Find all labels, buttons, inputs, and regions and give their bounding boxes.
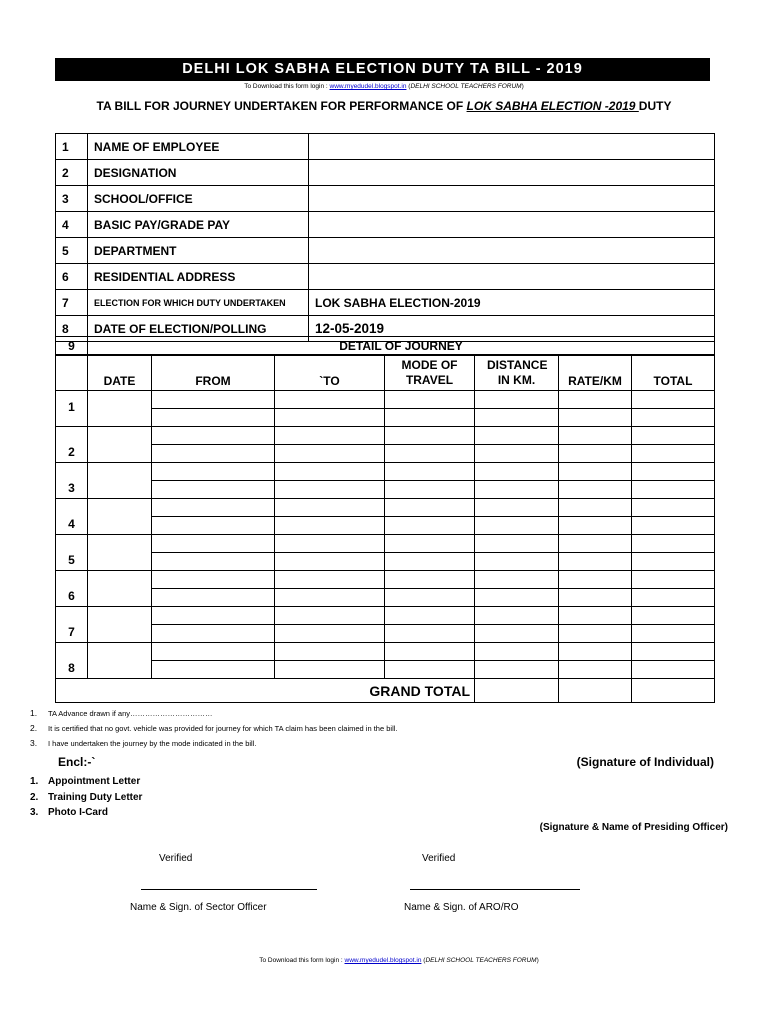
note-text: TA Advance drawn if any…………………………… <box>48 709 213 718</box>
field-number: 4 <box>56 212 88 238</box>
journey-row <box>56 553 715 571</box>
to-cell[interactable] <box>275 535 385 553</box>
rate-cell[interactable] <box>559 589 632 607</box>
rate-cell[interactable] <box>559 625 632 643</box>
mode-cell[interactable] <box>385 553 475 571</box>
journey-row-number: 3 <box>56 463 88 499</box>
grand-total-row <box>56 679 715 703</box>
grand-total-rate[interactable] <box>559 679 632 703</box>
journey-row <box>56 607 715 625</box>
download-note-bottom <box>0 957 768 964</box>
rate-cell[interactable] <box>559 661 632 679</box>
enclosure-item <box>30 774 142 790</box>
col-date-header: DATE <box>88 356 152 391</box>
distance-cell[interactable] <box>475 661 559 679</box>
total-cell[interactable] <box>632 661 715 679</box>
journey-row <box>56 661 715 679</box>
col-rate-header: RATE/KM <box>559 356 632 391</box>
rate-cell[interactable] <box>559 517 632 535</box>
enclosure-number: 1. <box>30 776 39 787</box>
distance-cell[interactable] <box>475 553 559 571</box>
form-subtitle <box>0 99 768 113</box>
from-cell[interactable] <box>152 481 275 499</box>
field-label: DEPARTMENT <box>88 238 309 264</box>
to-cell[interactable] <box>275 553 385 571</box>
distance-cell[interactable] <box>475 409 559 427</box>
distance-cell[interactable] <box>475 391 559 409</box>
field-number: 3 <box>56 186 88 212</box>
journey-row-number: 1 <box>56 391 88 427</box>
distance-cell[interactable] <box>475 499 559 517</box>
name-of-employee-field[interactable] <box>309 134 715 160</box>
employee-info-table <box>55 133 715 342</box>
aro-ro-label: Name & Sign. of ARO/RO <box>404 902 519 913</box>
mode-cell[interactable] <box>385 643 475 661</box>
basic-pay-field[interactable] <box>309 212 715 238</box>
field-row <box>56 238 715 264</box>
field-row <box>56 134 715 160</box>
mode-cell[interactable] <box>385 517 475 535</box>
field-label: SCHOOL/OFFICE <box>88 186 309 212</box>
rate-cell[interactable] <box>559 499 632 517</box>
enclosure-number: 2. <box>30 791 39 803</box>
field-label: BASIC PAY/GRADE PAY <box>88 212 309 238</box>
note-number: 2. <box>30 723 38 733</box>
field-number: 2 <box>56 160 88 186</box>
to-cell[interactable] <box>275 571 385 589</box>
note-item <box>30 706 397 721</box>
election-date-field[interactable]: 12-05-2019 <box>309 316 715 342</box>
journey-row-number: 7 <box>56 607 88 643</box>
mode-cell[interactable] <box>385 445 475 463</box>
journey-row <box>56 391 715 409</box>
total-cell[interactable] <box>632 427 715 445</box>
sector-officer-signature-line[interactable] <box>141 889 317 890</box>
note-number: 3. <box>30 738 38 748</box>
designation-field[interactable] <box>309 160 715 186</box>
field-label: DATE OF ELECTION/POLLING <box>88 316 309 342</box>
to-cell[interactable] <box>275 499 385 517</box>
total-cell[interactable] <box>632 535 715 553</box>
from-cell[interactable] <box>152 661 275 679</box>
distance-cell[interactable] <box>475 571 559 589</box>
to-cell[interactable] <box>275 625 385 643</box>
distance-cell[interactable] <box>475 589 559 607</box>
download-prefix: To Download this form login : <box>259 957 345 964</box>
total-cell[interactable] <box>632 553 715 571</box>
department-field[interactable] <box>309 238 715 264</box>
from-cell[interactable] <box>152 535 275 553</box>
distance-cell[interactable] <box>475 607 559 625</box>
certification-notes <box>30 706 397 751</box>
rate-cell[interactable] <box>559 535 632 553</box>
mode-cell[interactable] <box>385 409 475 427</box>
mode-cell[interactable] <box>385 589 475 607</box>
journey-row <box>56 571 715 589</box>
grand-total-label: GRAND TOTAL <box>56 679 475 703</box>
total-cell[interactable] <box>632 517 715 535</box>
journey-row-number: 6 <box>56 571 88 607</box>
total-cell[interactable] <box>632 571 715 589</box>
field-label: RESIDENTIAL ADDRESS <box>88 264 309 290</box>
to-cell[interactable] <box>275 643 385 661</box>
journey-row-number: 2 <box>56 427 88 463</box>
distance-cell[interactable] <box>475 517 559 535</box>
to-cell[interactable] <box>275 391 385 409</box>
distance-cell[interactable] <box>475 625 559 643</box>
mode-cell[interactable] <box>385 661 475 679</box>
date-cell[interactable] <box>88 499 152 535</box>
to-cell[interactable] <box>275 481 385 499</box>
download-note-top <box>0 83 768 90</box>
from-cell[interactable] <box>152 409 275 427</box>
mode-cell[interactable] <box>385 499 475 517</box>
mode-cell[interactable] <box>385 481 475 499</box>
total-cell[interactable] <box>632 391 715 409</box>
mode-cell[interactable] <box>385 607 475 625</box>
row-number-header <box>56 356 88 391</box>
total-cell[interactable] <box>632 481 715 499</box>
col-distance-header: DISTANCE IN KM. <box>475 356 559 391</box>
grand-total-value[interactable] <box>632 679 715 703</box>
enclosures-label: Encl:-` <box>58 755 96 769</box>
from-cell[interactable] <box>152 589 275 607</box>
journey-row <box>56 499 715 517</box>
form-title: DELHI LOK SABHA ELECTION DUTY TA BILL - 2019 <box>55 58 710 81</box>
mode-cell[interactable] <box>385 571 475 589</box>
distance-cell[interactable] <box>475 643 559 661</box>
journey-row-number: 5 <box>56 535 88 571</box>
from-cell[interactable] <box>152 445 275 463</box>
to-cell[interactable] <box>275 463 385 481</box>
field-number: 7 <box>56 290 88 316</box>
date-cell[interactable] <box>88 607 152 643</box>
mode-cell[interactable] <box>385 391 475 409</box>
field-row <box>56 212 715 238</box>
download-link-top[interactable]: www.myedudel.blogspot.in <box>329 83 407 90</box>
journey-table <box>55 355 715 703</box>
from-cell[interactable] <box>152 499 275 517</box>
to-cell[interactable] <box>275 409 385 427</box>
journey-row-number: 4 <box>56 499 88 535</box>
date-cell[interactable] <box>88 535 152 571</box>
rate-cell[interactable] <box>559 571 632 589</box>
journey-row <box>56 463 715 481</box>
note-text: It is certified that no govt. vehicle was provided for journey for which TA claim has been claimed in the bill. <box>48 724 398 733</box>
field-label: NAME OF EMPLOYEE <box>88 134 309 160</box>
grand-total-distance[interactable] <box>475 679 559 703</box>
download-open: ( <box>406 83 411 90</box>
election-field[interactable]: LOK SABHA ELECTION-2019 <box>309 290 715 316</box>
download-forum: DELHI SCHOOL TEACHERS FORUM <box>425 957 537 964</box>
total-cell[interactable] <box>632 589 715 607</box>
to-cell[interactable] <box>275 445 385 463</box>
field-row <box>56 290 715 316</box>
field-number: 1 <box>56 134 88 160</box>
subtitle-prefix: TA BILL FOR JOURNEY UNDERTAKEN FOR PERFORMANCE OF <box>96 99 467 113</box>
subtitle-election: LOK SABHA ELECTION -2019 <box>466 99 639 113</box>
residential-address-field[interactable] <box>309 264 715 290</box>
journey-row <box>56 535 715 553</box>
field-row <box>56 264 715 290</box>
aro-ro-signature-line[interactable] <box>410 889 580 890</box>
field-label: ELECTION FOR WHICH DUTY UNDERTAKEN <box>88 290 309 316</box>
rate-cell[interactable] <box>559 463 632 481</box>
to-cell[interactable] <box>275 517 385 535</box>
distance-cell[interactable] <box>475 463 559 481</box>
rate-cell[interactable] <box>559 427 632 445</box>
to-cell[interactable] <box>275 661 385 679</box>
from-cell[interactable] <box>152 571 275 589</box>
from-cell[interactable] <box>152 517 275 535</box>
note-item <box>30 736 397 751</box>
field-row <box>56 160 715 186</box>
total-cell[interactable] <box>632 463 715 481</box>
journey-title: DETAIL OF JOURNEY <box>88 337 715 355</box>
signature-presiding-officer: (Signature & Name of Presiding Officer) <box>539 822 728 833</box>
col-to-header: `TO <box>275 356 385 391</box>
school-office-field[interactable] <box>309 186 715 212</box>
note-text: I have undertaken the journey by the mode indicated in the bill. <box>48 739 257 748</box>
total-cell[interactable] <box>632 409 715 427</box>
total-cell[interactable] <box>632 643 715 661</box>
from-cell[interactable] <box>152 463 275 481</box>
to-cell[interactable] <box>275 607 385 625</box>
journey-row <box>56 409 715 427</box>
subtitle-suffix: DUTY <box>638 99 672 113</box>
journey-title-table <box>55 336 715 355</box>
note-item <box>30 721 397 736</box>
enclosure-text: Appointment Letter <box>48 776 141 787</box>
journey-row <box>56 589 715 607</box>
journey-row <box>56 427 715 445</box>
from-cell[interactable] <box>152 607 275 625</box>
rate-cell[interactable] <box>559 607 632 625</box>
enclosure-item <box>30 790 142 806</box>
enclosure-number: 3. <box>30 807 39 818</box>
rate-cell[interactable] <box>559 643 632 661</box>
sector-officer-label: Name & Sign. of Sector Officer <box>130 902 267 913</box>
rate-cell[interactable] <box>559 553 632 571</box>
enclosure-item <box>30 805 142 821</box>
date-cell[interactable] <box>88 463 152 499</box>
journey-row <box>56 643 715 661</box>
download-link-bottom[interactable]: www.myedudel.blogspot.in <box>344 957 422 964</box>
download-close: ) <box>521 83 524 90</box>
to-cell[interactable] <box>275 589 385 607</box>
date-cell[interactable] <box>88 391 152 427</box>
col-mode-header: MODE OF TRAVEL <box>385 356 475 391</box>
signature-individual: (Signature of Individual) <box>576 755 714 769</box>
enclosure-text: Photo I-Card <box>48 807 108 818</box>
enclosures-list <box>30 774 142 821</box>
journey-row-number: 8 <box>56 643 88 679</box>
field-label: DESIGNATION <box>88 160 309 186</box>
download-prefix: To Download this form login : <box>244 83 330 90</box>
total-cell[interactable] <box>632 499 715 517</box>
download-open: ( <box>421 957 426 964</box>
journey-row <box>56 625 715 643</box>
from-cell[interactable] <box>152 427 275 445</box>
date-cell[interactable] <box>88 571 152 607</box>
distance-cell[interactable] <box>475 445 559 463</box>
total-cell[interactable] <box>632 607 715 625</box>
from-cell[interactable] <box>152 625 275 643</box>
journey-number: 9 <box>56 337 88 355</box>
field-number: 6 <box>56 264 88 290</box>
rate-cell[interactable] <box>559 481 632 499</box>
rate-cell[interactable] <box>559 391 632 409</box>
download-close: ) <box>536 957 539 964</box>
total-cell[interactable] <box>632 445 715 463</box>
distance-cell[interactable] <box>475 535 559 553</box>
journey-row <box>56 445 715 463</box>
mode-cell[interactable] <box>385 535 475 553</box>
to-cell[interactable] <box>275 427 385 445</box>
total-cell[interactable] <box>632 625 715 643</box>
field-number: 8 <box>56 316 88 342</box>
enclosure-text: Training Duty Letter <box>48 791 143 803</box>
rate-cell[interactable] <box>559 445 632 463</box>
date-cell[interactable] <box>88 427 152 463</box>
mode-cell[interactable] <box>385 427 475 445</box>
verified-right-label: Verified <box>422 853 456 864</box>
journey-row <box>56 517 715 535</box>
note-number: 1. <box>30 708 38 718</box>
field-row <box>56 186 715 212</box>
verified-left-label: Verified <box>159 853 193 864</box>
col-total-header: TOTAL <box>632 356 715 391</box>
journey-header-row <box>56 356 715 391</box>
mode-cell[interactable] <box>385 463 475 481</box>
distance-cell[interactable] <box>475 427 559 445</box>
field-number: 5 <box>56 238 88 264</box>
col-from-header: FROM <box>152 356 275 391</box>
distance-cell[interactable] <box>475 481 559 499</box>
journey-row <box>56 481 715 499</box>
from-cell[interactable] <box>152 553 275 571</box>
from-cell[interactable] <box>152 643 275 661</box>
mode-cell[interactable] <box>385 625 475 643</box>
date-cell[interactable] <box>88 643 152 679</box>
from-cell[interactable] <box>152 391 275 409</box>
rate-cell[interactable] <box>559 409 632 427</box>
download-forum: DELHI SCHOOL TEACHERS FORUM <box>410 83 522 90</box>
